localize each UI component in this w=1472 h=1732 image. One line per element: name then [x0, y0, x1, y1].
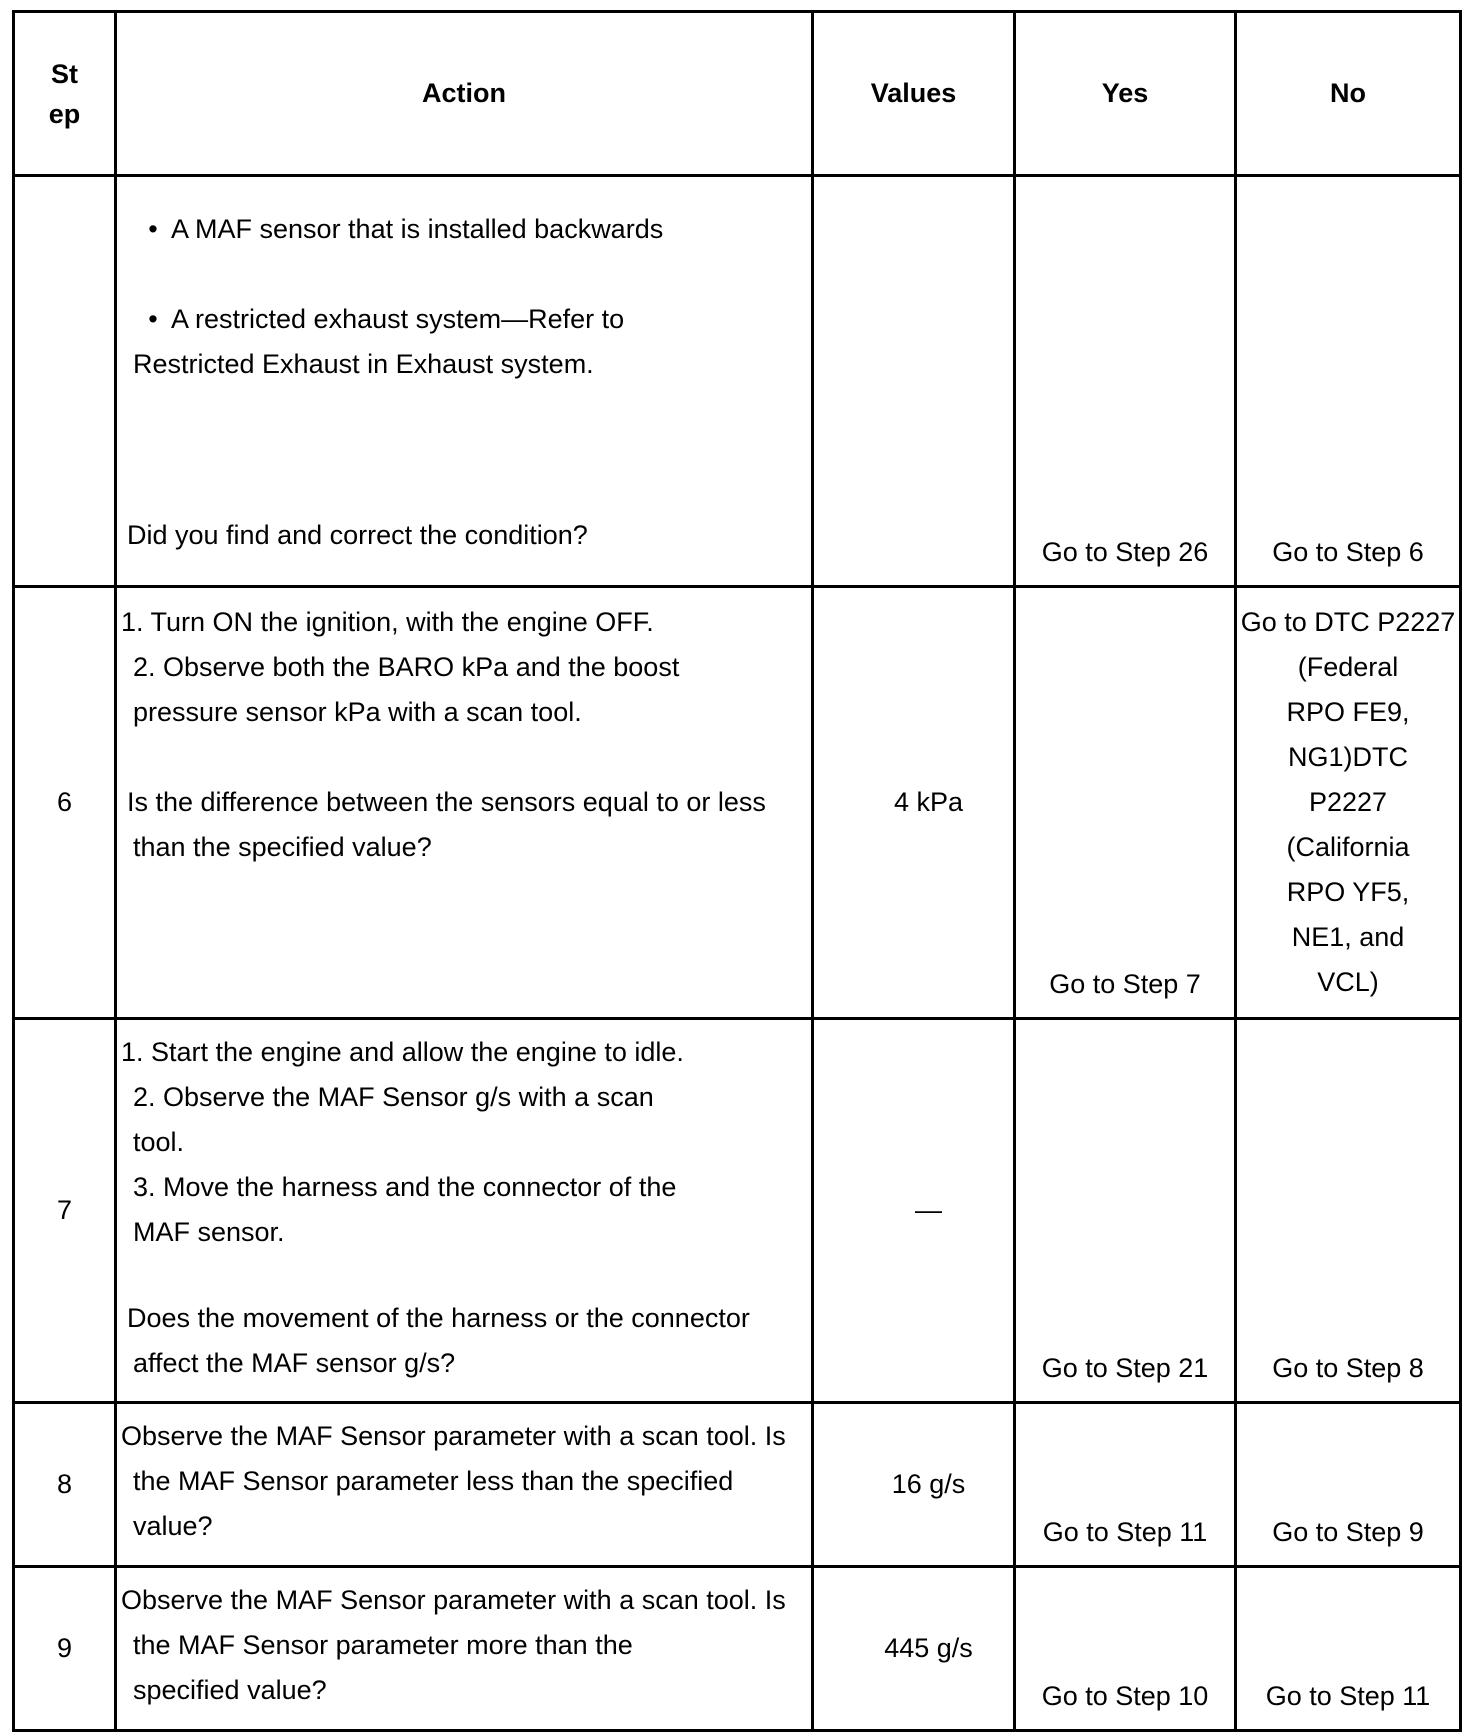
- no-line: RPO FE9,: [1286, 697, 1410, 727]
- no-cell: Go to Step 6: [1236, 176, 1461, 587]
- action-line: specified value?: [133, 1675, 327, 1705]
- action-line: Observe the MAF Sensor parameter with a scan tool. Is: [121, 1585, 786, 1615]
- step-cell: 9: [14, 1567, 116, 1731]
- action-line: 3. Move the harness and the connector of the: [133, 1172, 677, 1202]
- yes-cell: Go to Step 7: [1015, 587, 1236, 1019]
- value-cell: 445 g/s: [813, 1567, 1015, 1731]
- table-row-step-7: [14, 1019, 1461, 1403]
- value-cell: 4 kPa: [813, 587, 1015, 1019]
- no-line: NE1, and: [1291, 922, 1405, 952]
- header-action: Action: [116, 12, 813, 176]
- step-cell: 7: [14, 1019, 116, 1403]
- action-cell: [116, 1403, 813, 1567]
- table-row-step-8: [14, 1403, 1461, 1567]
- no-cell: Go to Step 8: [1236, 1019, 1461, 1403]
- yes-cell: Go to Step 10: [1015, 1567, 1236, 1731]
- action-cell: [116, 176, 813, 587]
- action-line: the MAF Sensor parameter more than the: [133, 1630, 633, 1660]
- action-line: Observe the MAF Sensor parameter with a scan tool. Is: [121, 1421, 786, 1451]
- step-cell: [14, 176, 116, 587]
- action-line: the MAF Sensor parameter less than the specified: [133, 1466, 734, 1496]
- header-step-line2: ep: [48, 98, 81, 129]
- yes-cell: Go to Step 21: [1015, 1019, 1236, 1403]
- header-row: [14, 12, 1461, 176]
- header-no: No: [1236, 12, 1461, 176]
- table-row-step-9: [14, 1567, 1461, 1731]
- action-cell: [116, 1567, 813, 1731]
- table-row-step-6: [14, 587, 1461, 1019]
- table-row-step-5: [14, 176, 1461, 587]
- action-line: tool.: [133, 1127, 185, 1157]
- header-step-line1: St: [51, 58, 78, 89]
- no-cell: [1236, 587, 1461, 1019]
- action-line: pressure sensor kPa with a scan tool.: [133, 697, 582, 727]
- no-line: (California: [1286, 832, 1410, 862]
- value-cell: 16 g/s: [813, 1403, 1015, 1567]
- bullet-icon: •: [148, 304, 158, 334]
- question-text: Did you find and correct the condition?: [127, 520, 588, 550]
- question-text: Does the movement of the harness or the connector: [127, 1303, 750, 1333]
- action-cell: [116, 587, 813, 1019]
- bullet-text: A MAF sensor that is installed backwards: [171, 214, 664, 244]
- action-line: value?: [133, 1511, 213, 1541]
- question-text: Is the difference between the sensors equal to or less: [127, 787, 766, 817]
- value-cell: [813, 176, 1015, 587]
- no-line: (Federal: [1297, 652, 1399, 682]
- step-cell: 8: [14, 1403, 116, 1567]
- header-yes: Yes: [1015, 12, 1236, 176]
- action-line: 1. Start the engine and allow the engine to idle.: [121, 1037, 684, 1067]
- header-step: [14, 12, 116, 176]
- yes-cell: Go to Step 11: [1015, 1403, 1236, 1567]
- value-cell: —: [813, 1019, 1015, 1403]
- bullet-continuation: Restricted Exhaust in Exhaust system.: [133, 349, 594, 379]
- question-text: than the specified value?: [133, 832, 432, 862]
- step-cell: 6: [14, 587, 116, 1019]
- no-line: Go to DTC P2227: [1240, 607, 1456, 637]
- question-text: affect the MAF sensor g/s?: [133, 1348, 456, 1378]
- diagnostic-table-page: [12, 10, 1459, 1722]
- header-values: Values: [813, 12, 1015, 176]
- action-line: 2. Observe the MAF Sensor g/s with a scan: [133, 1082, 654, 1112]
- action-cell: [116, 1019, 813, 1403]
- no-cell: Go to Step 11: [1236, 1567, 1461, 1731]
- bullet-item: [117, 207, 811, 252]
- diagnostic-table: [12, 10, 1462, 1732]
- action-line: 1. Turn ON the ignition, with the engine OFF.: [121, 607, 654, 637]
- action-line: 2. Observe both the BARO kPa and the boost: [133, 652, 680, 682]
- bullet-icon: •: [148, 214, 158, 244]
- bullet-text: A restricted exhaust system—Refer to: [171, 304, 625, 334]
- action-line: MAF sensor.: [133, 1217, 285, 1247]
- no-line: NG1)DTC: [1288, 742, 1408, 772]
- yes-cell: Go to Step 26: [1015, 176, 1236, 587]
- no-line: RPO YF5,: [1286, 877, 1410, 907]
- no-line: P2227: [1308, 787, 1388, 817]
- no-line: VCL): [1317, 967, 1379, 997]
- no-cell: Go to Step 9: [1236, 1403, 1461, 1567]
- bullet-item: [117, 297, 811, 342]
